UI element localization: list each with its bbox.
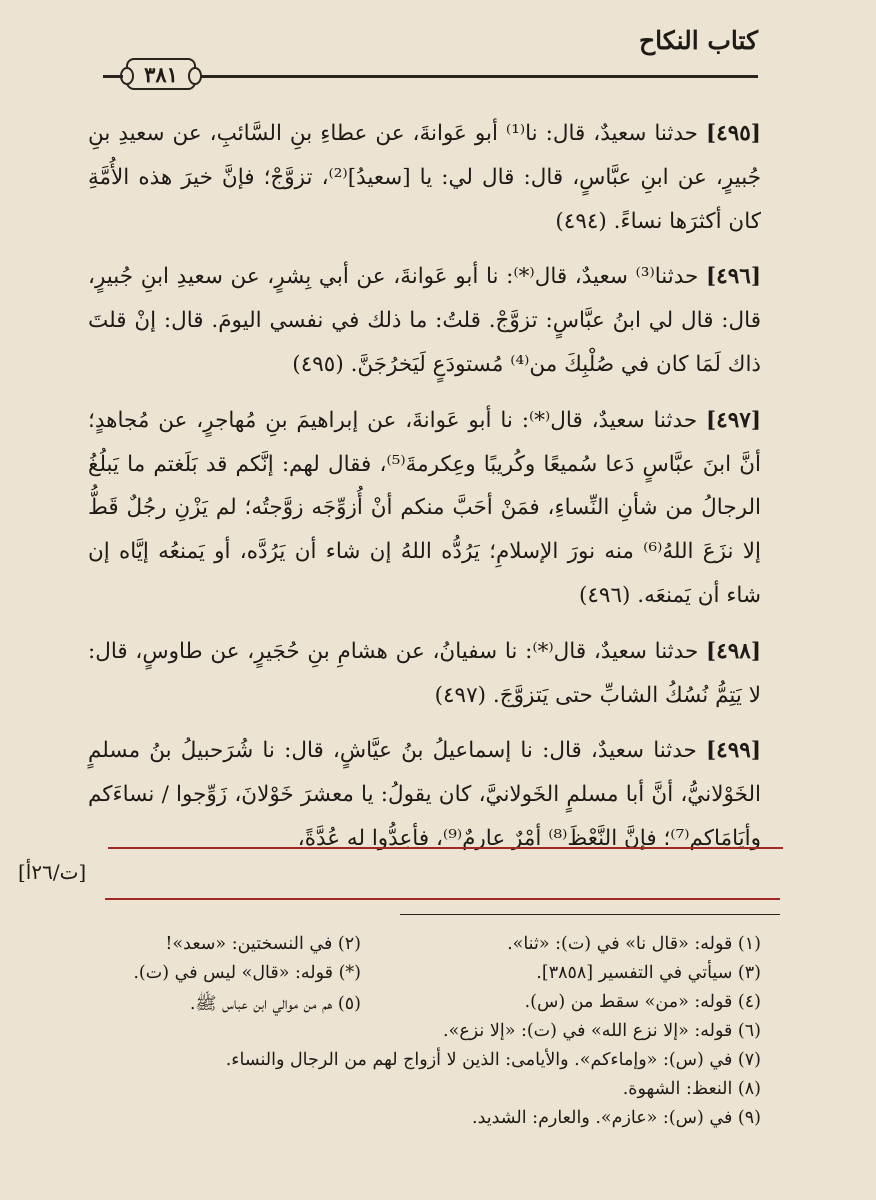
hadith-number: [٤٩٧]: [705, 407, 761, 433]
footnote-row: [80, 992, 761, 1021]
footnote: (٥) هم من موالي ابن عباس ﷺ.: [189, 994, 361, 1014]
footnote-row: [80, 1050, 761, 1079]
hadith-text: حدثنا سعيدٌ، قال: نا إسماعيلُ بنُ عيَّاشٍ، قال: نا شُرَحبيلُ بنُ مسلمٍ الخَوْلانيُّ، أنَّ أبا مسلمٍ الخَولانيَّ، كان يقولُ: يا معشرَ خَوْلانَ، زَوِّجوا / نساءَكم وأيَامَاكم⁽⁷⁾؛ فإنَّ النَّعْظَ⁽⁸⁾ أمْرٌ عارمٌ⁽⁹⁾، فأعِدُّوا له عُدَّةً،: [88, 738, 761, 851]
hadith-number: [٤٩٨]: [705, 638, 761, 664]
footnote: (١) قوله: «قال نا» في (ت): «ثنا».: [507, 934, 761, 954]
hadith-number: [٤٩٥]: [705, 121, 761, 146]
chapter-title: كتاب النكاح: [639, 26, 758, 55]
hadith-498: [88, 630, 761, 718]
hadith-text: حدثنا⁽³⁾ سعيدٌ، قال⁽*⁾: نا أبو عَوانةَ، عن أبي بِشرٍ، عن سعيدِ ابنِ جُبيرٍ، قال: قال لي ابنُ عبَّاسٍ: تزوَّجْ. قلتُ: ما ذلك في نفسي اليومَ. قال: إنْ قلتَ ذاك لَمَا كان في صُلْبِكَ من⁽⁴⁾ مُستودَعٍ لَيَخرُجَنَّ. (٤٩٥): [88, 264, 761, 377]
red-underline: [105, 898, 780, 900]
footnote: (٦) قوله: «إلا نزع الله» في (ت): «إلا نزع».: [443, 1021, 761, 1041]
footnotes: [80, 934, 761, 1137]
hadith-text: حدثنا سعيدٌ، قال: نا⁽¹⁾ أبو عَوانةَ، عن عطاءِ بنِ السَّائبِ، عن سعيدِ بنِ جُبيرٍ، عن ابنِ عبَّاسٍ، قال: قال لي: يا [سعيدُ]⁽²⁾، تزوَّجْ؛ فإنَّ خيرَ هذه الأُمَّةِ كان أكثرَها نساءً. (٤٩٤): [88, 121, 761, 234]
footnote-row: [80, 1108, 761, 1137]
footnote-row: [80, 1021, 761, 1050]
main-text: [88, 112, 761, 873]
header-rule: [200, 75, 758, 78]
footnote-separator: [400, 914, 780, 915]
header-dash: [103, 75, 123, 78]
footnote: (٧) في (س): «وإماءكم». والأيامى: الذين لا أزواج لهم من الرجال والنساء.: [225, 1050, 761, 1070]
footnote: (٩) في (س): «عازم». والعارم: الشديد.: [472, 1108, 761, 1128]
footnote-row: [80, 963, 761, 992]
hadith-499: [88, 729, 761, 860]
page-number: ٣٨١: [126, 58, 196, 90]
red-underline: [108, 847, 783, 849]
hadith-text: حدثنا سعيدٌ، قال⁽*⁾: نا أبو عَوانةَ، عن إبراهيمَ بنِ مُهاجرٍ، عن مُجاهدٍ؛ أنَّ ابنَ عبَّاسٍ دَعا سُميعًا وكُريبًا وعِكرمةَ⁽⁵⁾، فقال لهم: إنَّكم قد بَلَغتم ما يَبلُغُ الرجالُ من شأنِ النِّساءِ، فمَنْ أحَبَّ منكم أنْ أُزوِّجَه زوَّجتُه؛ لم يَزْنِ رجُلٌ قَطُّ إلا نزَعَ اللهُ⁽⁶⁾ منه نورَ الإسلامِ؛ يَرُدُّه اللهُ إن شاء أن يَرُدَّه، أو يَمنعُه إيَّاه إن شاء أن يَمنعَه. (٤٩٦): [88, 407, 761, 608]
footnote: (٨) النعظ: الشهوة.: [622, 1079, 761, 1099]
footnote-row: [80, 934, 761, 963]
footnote-row: [80, 1079, 761, 1108]
hadith-496: [88, 255, 761, 386]
hadith-495: [88, 112, 761, 243]
footnote: (٣) سيأتي في التفسير [٣٨٥٨].: [536, 963, 761, 983]
hadith-text: حدثنا سعيدٌ، قال⁽*⁾: نا سفيانُ، عن هشامِ بنِ حُجَيرٍ، عن طاوسٍ، قال: لا يَتِمُّ نُسُكُ الشابِّ حتى يَتزوَّجَ. (٤٩٧): [88, 638, 761, 708]
footnote: (٤) قوله: «من» سقط من (س).: [524, 992, 761, 1012]
footnote: (٢) في النسختين: «سعد»!: [165, 934, 361, 954]
footnote: (*) قوله: «قال» ليس في (ت).: [133, 963, 361, 983]
hadith-number: [٤٩٦]: [705, 264, 761, 290]
hadith-number: [٤٩٩]: [705, 738, 761, 764]
manuscript-folio-reference: [ت/٢٦أ]: [18, 860, 87, 884]
hadith-497: [88, 399, 761, 618]
